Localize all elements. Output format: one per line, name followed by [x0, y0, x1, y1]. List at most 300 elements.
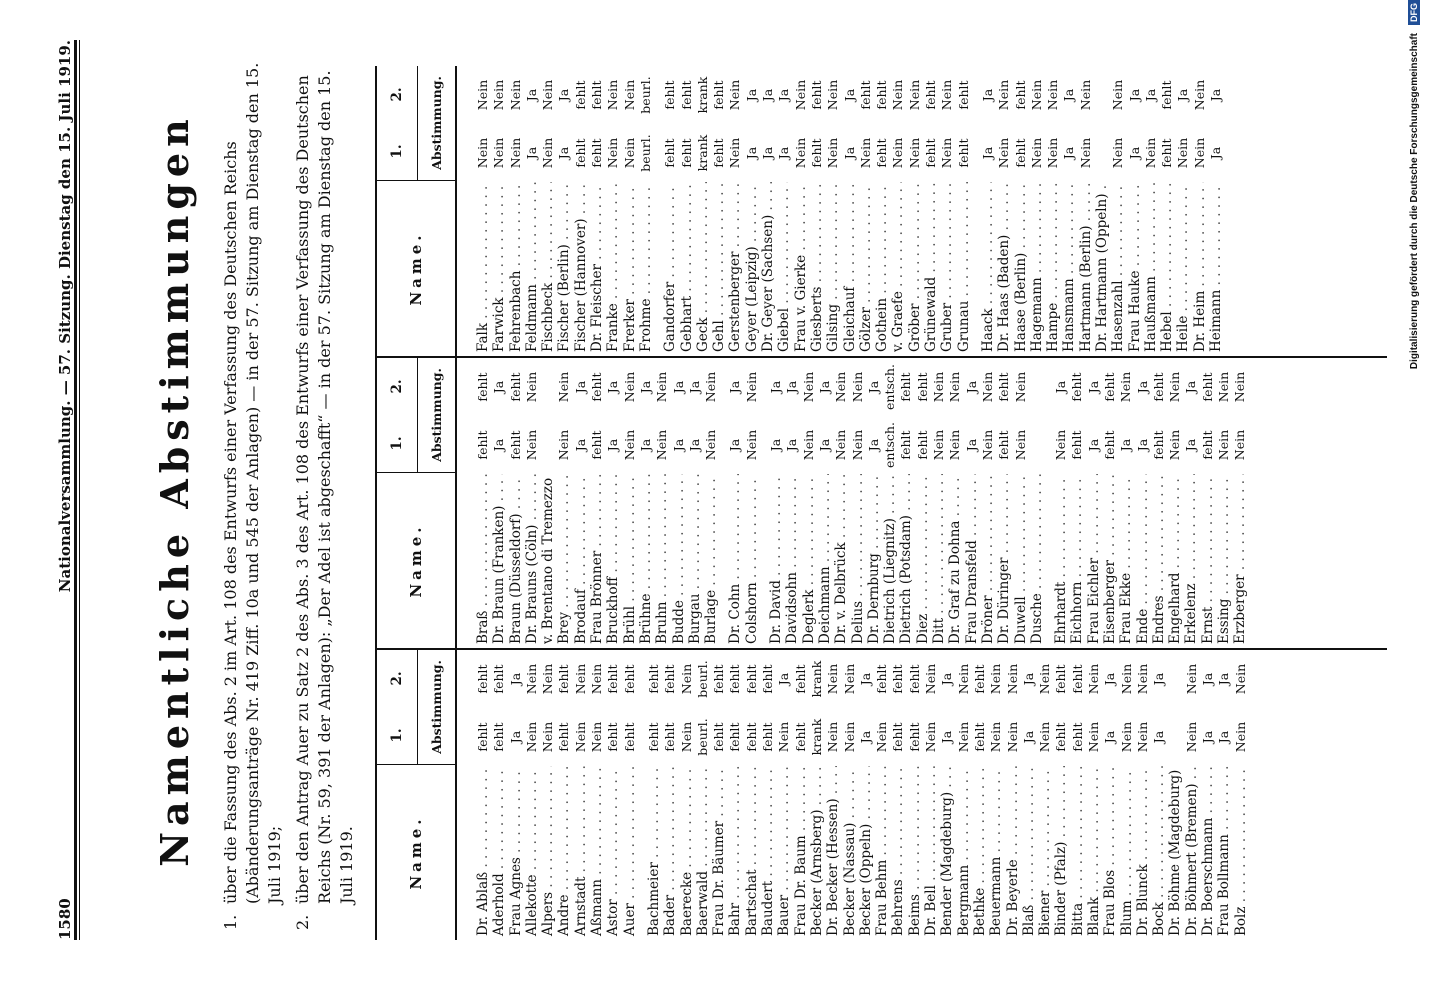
vote-1-value: fehlt [1199, 430, 1215, 460]
table-row [662, 66, 678, 356]
vote-numbers [377, 66, 418, 180]
motion-text: über den Antrag Auer zu Satz 2 des Abs. 3 des Art. 108 des Entwurfs einer Verfassung des Deutschen Reichs (Nr. 59, 391 der Anlagen): „Der Adel ist abgeschafft“ — in der 57. Sitzung am Dienstag den 15. Juli 1919. [293, 70, 356, 904]
vote-2-value: Ja [768, 380, 784, 394]
vote-2-header: 2. [389, 87, 405, 102]
table-row [1184, 650, 1200, 940]
member-name: Fehrenbach . . . [508, 182, 524, 356]
vote-1-value: Nein [1216, 429, 1232, 461]
vote-2-value: Ja [637, 380, 653, 394]
vote-2-value: Ja [1061, 88, 1077, 102]
table-row [540, 66, 556, 356]
member-name: Farwick . . . [491, 182, 507, 356]
vote-1-value: Nein [540, 721, 556, 753]
vote-1-value: fehlt [645, 722, 661, 752]
table-row [1102, 650, 1118, 940]
vote-2-value: Ja [784, 380, 800, 394]
vote-1-value: fehlt [996, 430, 1012, 460]
vote-1-value: fehlt [662, 138, 678, 168]
vote-1-value: Nein [833, 429, 849, 461]
vote-2-value: fehlt [1159, 80, 1175, 110]
running-title: Nationalversammlung. — 57. Sitzung. Dienstag den 15. Juli 1919. [56, 40, 74, 593]
vote-2-value: Nein [540, 79, 556, 111]
vote-1-value: Nein [947, 429, 963, 461]
member-name: Hasenzahl . . . [1110, 182, 1126, 356]
table-row [1183, 358, 1199, 648]
member-name: Frau Bollmann . . . [1216, 766, 1232, 940]
vote-2-value [1029, 358, 1045, 416]
member-name: Behrens . . . [890, 766, 906, 940]
member-name: Becker (Arnsberg) . . . [809, 766, 825, 940]
vote-1-value: fehlt [605, 722, 621, 752]
table-row [744, 650, 760, 940]
group-separator [972, 66, 980, 356]
vote-2-value: Nein [589, 663, 605, 695]
member-name: Davidsohn . . . [784, 474, 800, 648]
vote-2-value: fehlt [711, 664, 727, 694]
vote-1-value: Nein [507, 137, 523, 169]
vote-1-value: Ja [1061, 146, 1077, 160]
member-name: Gilsing . . . [825, 182, 841, 356]
table-row [882, 358, 898, 648]
member-name: Frau Dr. Baum . . . [793, 766, 809, 940]
vote-2-value: fehlt [645, 664, 661, 694]
member-name: Becker (Oppeln) . . . [858, 766, 874, 940]
table-row [589, 358, 605, 648]
vote-2-value: Ja [1208, 88, 1224, 102]
vote-2-value: Ja [841, 88, 857, 102]
vote-1-value: krank [694, 134, 710, 172]
motions-list [220, 50, 364, 930]
vote-2-value: Nein [825, 79, 841, 111]
table-row [1167, 650, 1183, 940]
column-header-votes [377, 358, 455, 472]
member-name: Gehl . . . [711, 182, 727, 356]
vote-1-value: Nein [743, 429, 759, 461]
vote-1-value: beurl. [637, 134, 653, 172]
vote-1-value: Nein [1077, 137, 1093, 169]
vote-1-value: fehlt [1101, 430, 1117, 460]
member-name: Bartschat . . . [744, 766, 760, 940]
vote-table-column-3 [375, 66, 1387, 356]
vote-1-value: Ja [523, 146, 539, 160]
member-name: v. Brentano di Tremezzo . . . [540, 474, 556, 648]
member-name: Frau v. Gierke . . . [793, 182, 809, 356]
vote-2-value: fehlt [792, 664, 808, 694]
vote-1-value: fehlt [743, 722, 759, 752]
vote-2-value: fehlt [711, 80, 727, 110]
vote-2-value: Nein [825, 663, 841, 695]
member-name: Baudert . . . [760, 766, 776, 940]
vote-2-value: Ja [686, 380, 702, 394]
table-row [793, 66, 809, 356]
table-row [874, 650, 890, 940]
table-row [1192, 66, 1208, 356]
table-row [573, 358, 589, 648]
table-row [907, 650, 923, 940]
vote-2-header: 2. [389, 671, 405, 686]
vote-1-value: Ja [1200, 730, 1216, 744]
vote-2-value: beurl. [694, 660, 710, 698]
table-row [646, 650, 662, 940]
table-row [687, 358, 703, 648]
table-row [956, 66, 972, 356]
vote-1-value: Nein [906, 137, 922, 169]
vote-1-value: Nein [825, 137, 841, 169]
vote-1-value: Ja [1216, 730, 1232, 744]
table-row [1216, 650, 1232, 940]
member-name: Heile . . . [1175, 182, 1191, 356]
vote-2-value: Nein [1216, 371, 1232, 403]
vote-2-value: Nein [1085, 663, 1101, 695]
member-name: Frau Brönner . . . [589, 474, 605, 648]
table-row [1208, 66, 1224, 356]
table-row [980, 358, 996, 648]
vote-1-value: Nein [1037, 721, 1053, 753]
vote-2-value: Nein [1232, 371, 1248, 403]
table-header [377, 650, 457, 940]
table-row [760, 66, 776, 356]
vote-1-value: Nein [939, 137, 955, 169]
vote-2-value: Nein [654, 371, 670, 403]
vote-1-value: fehlt [792, 722, 808, 752]
vote-2-value: Nein [540, 663, 556, 695]
vote-2-value: fehlt [491, 664, 507, 694]
table-row [622, 358, 638, 648]
vote-1-value: Nein [979, 429, 995, 461]
table-row [1200, 650, 1216, 940]
member-name: Colshorn . . . [744, 474, 760, 648]
member-name: Dr. Becker (Hessen) . . . [825, 766, 841, 940]
table-row [1102, 358, 1118, 648]
digitization-credit [1405, 0, 1423, 990]
table-row [711, 650, 727, 940]
vote-1-value [1094, 124, 1110, 182]
member-name: Budde . . . [671, 474, 687, 648]
table-row [703, 358, 719, 648]
vote-1-value: Nein [988, 721, 1004, 753]
vote-1-value: fehlt [507, 430, 523, 460]
vote-1-value: Nein [1191, 137, 1207, 169]
member-name: Erkelenz . . . [1183, 474, 1199, 648]
table-row [874, 66, 890, 356]
member-name: Gothein . . . [874, 182, 890, 356]
table-row [923, 66, 939, 356]
member-name: Dröner . . . [980, 474, 996, 648]
vote-1-value: Nein [849, 429, 865, 461]
member-name: Frerker . . . [622, 182, 638, 356]
vote-2-value: Nein [1037, 663, 1053, 695]
member-name: Delius . . . [850, 474, 866, 648]
table-row [679, 650, 695, 940]
member-name: Becker (Nassau) . . . [842, 766, 858, 940]
vote-1-value: Nein [1110, 137, 1126, 169]
vote-1-value: Ja [768, 438, 784, 452]
member-name: Brühl . . . [622, 474, 638, 648]
table-row [1135, 650, 1151, 940]
vote-1-value: Nein [857, 137, 873, 169]
member-name: Hampe . . . [1045, 182, 1061, 356]
member-name: Fischer (Hannover) . . . [573, 182, 589, 356]
member-name: Gruber . . . [939, 182, 955, 356]
member-name: Bauer . . . [776, 766, 792, 940]
member-name: Frau Behm . . . [874, 766, 890, 940]
vote-1-value: Ja [637, 438, 653, 452]
vote-2-value: krank [808, 660, 824, 698]
vote-1-value: Nein [1085, 721, 1101, 753]
member-name: Bender (Magdeburg) . . . [939, 766, 955, 940]
vote-2-value: Nein [955, 663, 971, 695]
table-row [1021, 650, 1037, 940]
table-row [605, 66, 621, 356]
vote-1-value: Nein [1053, 429, 1069, 461]
vote-1-value: Nein [678, 721, 694, 753]
member-name: Braß . . . [475, 474, 491, 648]
table-row [524, 650, 540, 940]
table-row [1053, 650, 1069, 940]
vote-1-value: Nein [572, 721, 588, 753]
table-row [996, 66, 1012, 356]
member-name: Deichmann . . . [817, 474, 833, 648]
vote-1-value: fehlt [711, 722, 727, 752]
vote-1-value: Ja [491, 438, 507, 452]
member-name: Heimann . . . [1208, 182, 1224, 356]
vote-1-value [540, 416, 556, 474]
member-name: Engelhard . . . [1167, 474, 1183, 648]
member-name: Beims . . . [907, 766, 923, 940]
table-header [377, 358, 457, 648]
vote-2-value: fehlt [1150, 372, 1166, 402]
member-name: Dr. Brauns (Cöln) . . . [524, 474, 540, 648]
table-row [1086, 358, 1102, 648]
vote-2-value: fehlt [898, 372, 914, 402]
vote-1-value: Nein [825, 721, 841, 753]
vote-1-value: Ja [670, 438, 686, 452]
vote-1-value: Nein [1232, 721, 1248, 753]
table-row [842, 66, 858, 356]
table-row [809, 66, 825, 356]
vote-2-value: fehlt [662, 664, 678, 694]
member-name: Dusche . . . [1029, 474, 1045, 648]
member-name: Gröber . . . [907, 182, 923, 356]
vote-2-value: Nein [931, 371, 947, 403]
vote-2-value: Ja [1175, 88, 1191, 102]
vote-1-value: fehlt [923, 138, 939, 168]
member-name: Dr. Böhme (Magdeburg) . . . [1167, 766, 1183, 940]
vote-2-value: Nein [1134, 663, 1150, 695]
vote-1-value: Ja [507, 730, 523, 744]
vote-1-value: fehlt [914, 430, 930, 460]
table-row [1005, 650, 1021, 940]
member-name: Gebhart . . . [679, 182, 695, 356]
member-name: Blum . . . [1119, 766, 1135, 940]
vote-1-header: 1. [389, 144, 405, 159]
motion-number: 1. [221, 914, 240, 930]
vote-1-value: Ja [1183, 438, 1199, 452]
table-row [776, 66, 792, 356]
vote-2-value: Nein [833, 371, 849, 403]
table-row [727, 650, 743, 940]
vote-2-value: Ja [1142, 88, 1158, 102]
member-name: Auer . . . [622, 766, 638, 940]
vote-2-value: fehlt [1069, 372, 1085, 402]
table-row [671, 358, 687, 648]
table-row [801, 358, 817, 648]
vote-1-value: Nein [1028, 137, 1044, 169]
vote-numbers [377, 650, 418, 764]
table-row [540, 358, 556, 648]
member-name: Dr. Blunck . . . [1135, 766, 1151, 940]
member-name: v. Graefe . . . [890, 182, 906, 356]
vote-2-value: Nein [727, 79, 743, 111]
vote-2-value: fehlt [1199, 372, 1215, 402]
vote-2-value: Nein [572, 663, 588, 695]
table-row [1135, 358, 1151, 648]
vote-1-value: fehlt [589, 138, 605, 168]
vote-1-value: Ja [1102, 730, 1118, 744]
table-row [573, 66, 589, 356]
member-name: Bock . . . [1151, 766, 1167, 940]
vote-2-value: fehlt [621, 664, 637, 694]
member-name: Brey . . . [556, 474, 572, 648]
vote-2-value: beurl. [637, 76, 653, 114]
member-name: Frau Blos . . . [1102, 766, 1118, 940]
member-name: Braun (Düsseldorf) . . . [508, 474, 524, 648]
vote-1-header: 1. [389, 436, 405, 451]
table-row [524, 66, 540, 356]
vote-1-value: Ja [1085, 438, 1101, 452]
vote-2-value: fehlt [556, 664, 572, 694]
vote-2-header: 2. [389, 379, 405, 394]
table-row [556, 66, 572, 356]
member-name: Frau Agnes . . . [508, 766, 524, 940]
vote-2-value: fehlt [996, 372, 1012, 402]
vote-2-value: fehlt [743, 664, 759, 694]
vote-2-value: fehlt [914, 372, 930, 402]
table-row [638, 66, 654, 356]
member-name: Bahr . . . [727, 766, 743, 940]
vote-2-value: Nein [1077, 79, 1093, 111]
vote-2-value: Ja [979, 88, 995, 102]
vote-2-value: Nein [1232, 663, 1248, 695]
vote-2-value: Ja [727, 380, 743, 394]
table-row [833, 358, 849, 648]
member-name: Bachmeier . . . [646, 766, 662, 940]
vote-2-value: Nein [523, 663, 539, 695]
table-row [956, 650, 972, 940]
table-row [760, 650, 776, 940]
vote-1-value: fehlt [572, 138, 588, 168]
member-name: Bruckhoff . . . [605, 474, 621, 648]
column-header-name: Name. [377, 764, 455, 940]
table-row [695, 650, 711, 940]
member-name: Dr. v. Delbrück . . . [833, 474, 849, 648]
member-name: Franke . . . [605, 182, 621, 356]
table-row [508, 66, 524, 356]
vote-1-value: Ja [760, 146, 776, 160]
member-name: Haußmann . . . [1143, 182, 1159, 356]
member-name: Bethke . . . [972, 766, 988, 940]
member-name: Ehrhardt . . . [1053, 474, 1069, 648]
vote-1-value: fehlt [491, 722, 507, 752]
vote-2-value: Ja [743, 88, 759, 102]
vote-2-value: fehlt [923, 80, 939, 110]
member-name: Brühne . . . [638, 474, 654, 648]
member-name: Ernst . . . [1200, 474, 1216, 648]
vote-2-value: Nein [996, 79, 1012, 111]
table-row [1037, 650, 1053, 940]
vote-2-value: Ja [1183, 380, 1199, 394]
member-name: Dietrich (Potsdam) . . . [898, 474, 914, 648]
vote-2-value: Nein [1045, 79, 1061, 111]
table-row [1070, 650, 1086, 940]
table-row [776, 650, 792, 940]
vote-2-value: fehlt [857, 80, 873, 110]
vote-1-value: fehlt [678, 138, 694, 168]
vote-1-value: entsch. [882, 422, 898, 468]
member-name: Burgau . . . [687, 474, 703, 648]
vote-2-value: Nein [1167, 371, 1183, 403]
vote-1-value: Ja [572, 438, 588, 452]
member-name: Geck . . . [695, 182, 711, 356]
table-row [858, 650, 874, 940]
vote-1-value: Nein [1167, 429, 1183, 461]
table-header [377, 66, 457, 356]
vote-1-value: Nein [1183, 721, 1199, 753]
motion-item [220, 50, 286, 930]
group-separator [654, 66, 662, 356]
member-name: Eichhorn . . . [1069, 474, 1085, 648]
table-row [638, 358, 654, 648]
vote-2-value [1094, 66, 1110, 124]
vote-2-value: fehlt [1069, 664, 1085, 694]
vote-1-value: Nein [996, 137, 1012, 169]
vote-2-value: fehlt [678, 80, 694, 110]
member-name: Haack . . . [980, 182, 996, 356]
vote-2-value: fehlt [808, 80, 824, 110]
table-row [622, 66, 638, 356]
table-row [1118, 358, 1134, 648]
member-name: Blank . . . [1086, 766, 1102, 940]
table-row [1013, 66, 1029, 356]
vote-2-value: Nein [475, 79, 490, 111]
member-name: Falk . . . [475, 182, 491, 356]
member-name: Dr. Cohn . . . [727, 474, 743, 648]
vote-2-value: Ja [776, 88, 792, 102]
vote-1-value: Ja [857, 730, 873, 744]
vote-2-value: fehlt [1101, 372, 1117, 402]
table-row [605, 358, 621, 648]
member-name: Gleichauf . . . [842, 182, 858, 356]
vote-1-value: Ja [605, 438, 621, 452]
vote-1-value: Nein [890, 137, 906, 169]
vote-1-value: fehlt [955, 138, 971, 168]
table-row [727, 66, 743, 356]
member-name: Hansmann . . . [1061, 182, 1077, 356]
vote-1-value: Nein [955, 721, 971, 753]
table-row [784, 358, 800, 648]
member-name: Binder (Pfalz) . . . [1053, 766, 1069, 940]
vote-label: Abstimmung. [429, 368, 444, 462]
vote-2-value: Nein [1191, 79, 1207, 111]
vote-2-value: fehlt [572, 80, 588, 110]
vote-2-value: Nein [1028, 79, 1044, 111]
table-row [939, 650, 955, 940]
table-row [1232, 358, 1248, 648]
table-row [809, 650, 825, 940]
vote-1-value: Nein [1232, 429, 1248, 461]
member-name: Eisenberger . . . [1102, 474, 1118, 648]
table-row [1078, 66, 1094, 356]
